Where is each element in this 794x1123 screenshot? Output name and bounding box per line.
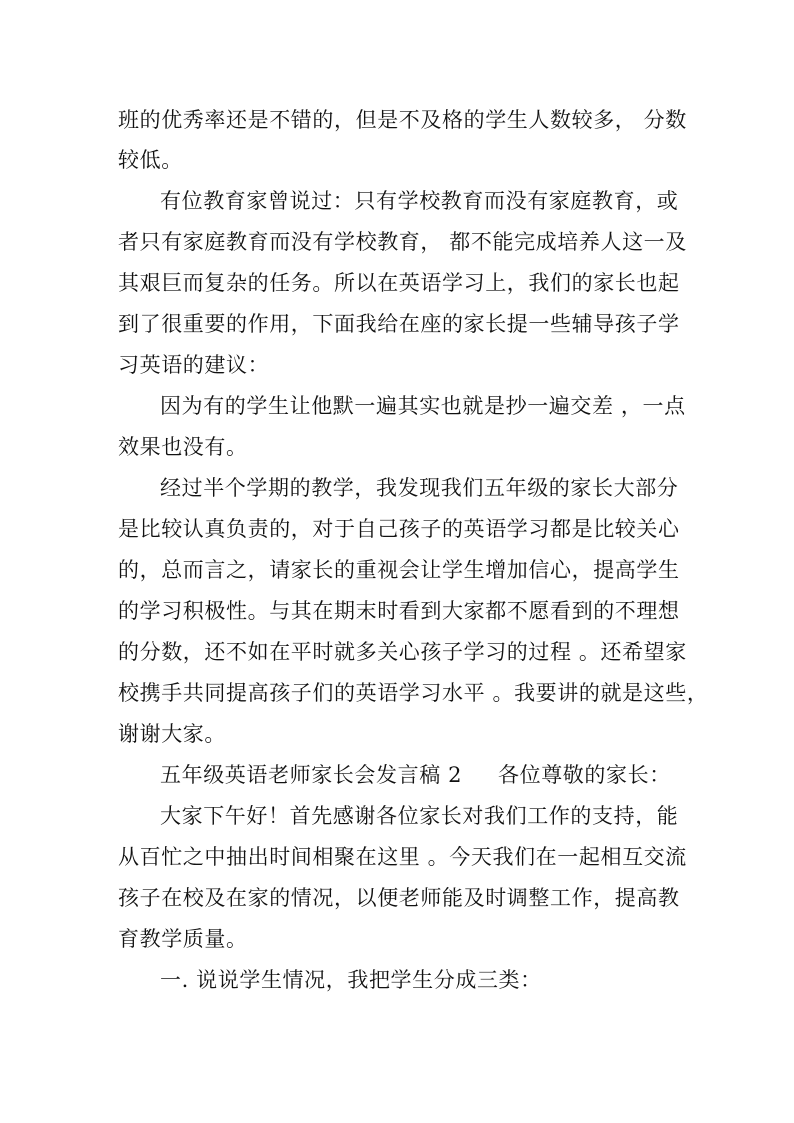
paragraph-5-line-3: 孩子在校及在家的情况，以便老师能及时调整工作，提高教 (118, 886, 680, 910)
paragraph-2-line-4: 到了很重要的作用，下面我给在座的家长提一些辅导孩子学 (118, 312, 680, 336)
paragraph-4-line-7: 谢谢大家。 (118, 722, 226, 746)
paragraph-2-line-2: 者只有家庭教育而没有学校教育， 都不能完成培养人这一及 (118, 230, 687, 254)
paragraph-1-line-1: 班的优秀率还是不错的，但是不及格的学生人数较多， 分数 (118, 108, 687, 132)
paragraph-5-line-2: 从百忙之中抽出时间相聚在这里 。今天我们在一起相互交流 (118, 845, 687, 869)
paragraph-1-line-2: 较低。 (118, 148, 183, 172)
paragraph-4-line-1: 经过半个学期的教学，我发现我们五年级的家长大部分 (160, 476, 679, 500)
paragraph-3-line-1: 因为有的学生让他默一遍其实也就是抄一遍交差 ，一点 (160, 394, 686, 418)
speech-title: 五年级英语老师家长会发言稿 2 (160, 763, 463, 787)
paragraph-4-line-6: 校携手共同提高孩子们的英语学习水平 。我要讲的就是这些， (118, 681, 709, 705)
paragraph-3-line-2: 效果也没有。 (118, 435, 248, 459)
paragraph-2-line-3: 其艰巨而复杂的任务。所以在英语学习上，我们的家长也起 (118, 271, 680, 295)
paragraph-5-line-1: 大家下午好！首先感谢各位家长对我们工作的支持，能 (160, 804, 679, 828)
paragraph-4-line-3: 的，总而言之，请家长的重视会让学生增加信心，提高学生 (118, 558, 680, 582)
paragraph-2-line-1: 有位教育家曾说过：只有学校教育而没有家庭教育，或 (160, 189, 679, 213)
paragraph-2-line-5: 习英语的建议： (118, 353, 270, 377)
paragraph-4-line-4: 的学习积极性。与其在期末时看到大家都不愿看到的不理想 (118, 599, 680, 623)
paragraph-5-line-4: 育教学质量。 (118, 927, 248, 951)
paragraph-4-line-5: 的分数，还不如在平时就多关心孩子学习的过程 。还希望家 (118, 640, 687, 664)
salutation: 各位尊敬的家长： (498, 763, 671, 787)
paragraph-6-line-1: 一. 说说学生情况，我把学生分成三类： (160, 968, 542, 992)
paragraph-4-line-2: 是比较认真负责的，对于自己孩子的英语学习都是比较关心 (118, 517, 680, 541)
